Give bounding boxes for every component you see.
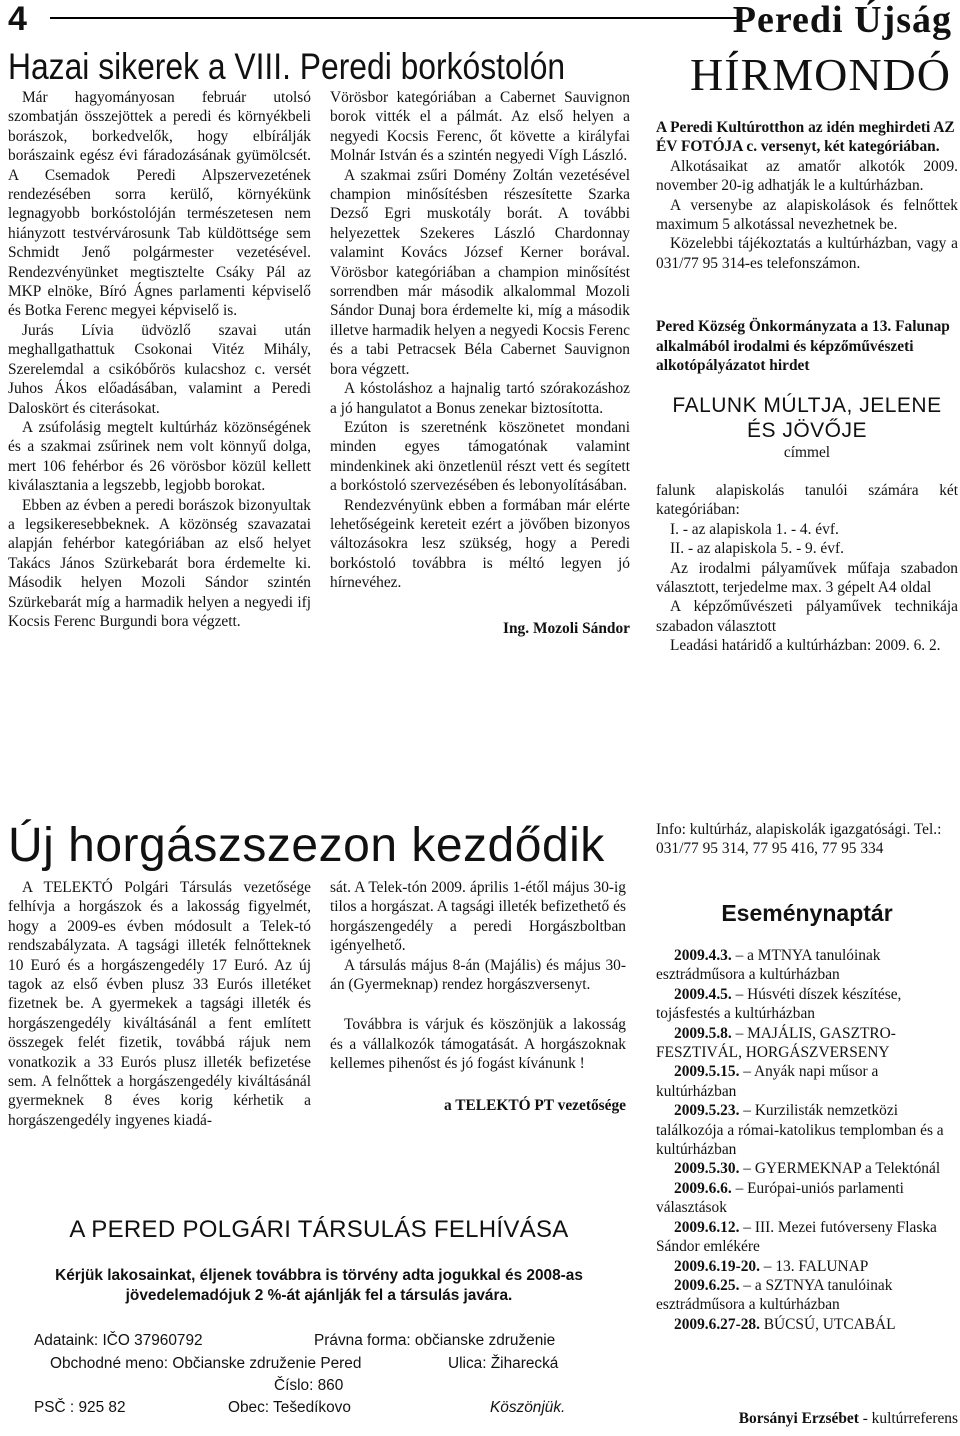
wine-article-signature: Ing. Mozoli Sándor xyxy=(503,619,630,637)
paragraph: A TELEKTÓ Polgári Társulás vezetősége felhívja a horgászok és a lakosság figyelmét, hogy a 2009-es évben módosult a Telek-tó rendszabályzata. A tagsági illeték felnőtteknek 10 Euró és a horgászengedély 17 Euró. Az új tagok az első évben plusz 33 Eurós illetéket fizetnek be. A gyermekek a tagsági illeték és horgászengedély kiváltásánál a fent említett összegek felét fizetik, továbbá rájuk nem vonatkozik a 33 Eurós plusz illeték befizetése sem. A felnőttek a horgászengedély kiváltásánál gyermeknek 8 éves korig kérhetik a horgászengedély ingyenes kiadá- xyxy=(8,879,311,1129)
paragraph: Már hagyományosan február utolsó szombatján összejöttek a peredi és környékbeli borászok, borkedvelők, hogy elbírálják borászaink egész évi fáradozásának gyümölcsét. A Csemadok Peredi Alpszervezetének rendezésében sorra kerülő, környékünk legnagyobb borkóstolóján természetesen nem hiányzott testvérvárosunk Tab küldöttsége sem Schmidt Jenő polgármester vezetésével. Rendezvényünket megtisztelte Csáky Pál az MKP elnöke, Bíró Ágnes parlamenti képviselő és Botka Ferenc megyei képviselő is. xyxy=(8,89,311,320)
event-item xyxy=(656,1276,958,1315)
paragraph: A képzőművészeti pályaművek technikája szabadon választott xyxy=(656,598,958,635)
paragraph: Alkotásaikat az amatőr alkotók 2009. november 20-ig adhatják le a kultúrházban. xyxy=(656,157,958,195)
paragraph: sát. A Telek-tón 2009. április 1-étől május 30-ig tilos a horgászat. A tagsági illeték befizethető és horgászengedély a peredi Horgászboltban igényelhető. xyxy=(330,879,626,955)
category-item: II. - az alapiskola 5. - 9. évf. xyxy=(670,540,844,558)
angler-article-column-2 xyxy=(330,878,626,1115)
paragraph: Ebben az évben a peredi borászok bizonyultak a legsikeresebbeknek. A közönség szavazatai alapján fehérbor kategóriában az első helyet Takács János Szürkebarát bora érdemelte ki. Második helyen Mozoli Sándor szintén Szürkebarát míg a harmadik helyen a negyedi ifj Kocsis Ferenc Burgundi bora végzett. xyxy=(8,496,311,630)
category-item: I. - az alapiskola 1. - 4. évf. xyxy=(670,520,839,538)
event-date: 2009.6.25. xyxy=(674,1276,740,1294)
paragraph: A társulás május 8-án (Majális) és május 30-án (Gyermeknap) rendez horgászversenyt. xyxy=(330,956,626,994)
event-text: – Kurzilisták nemzetközi találkozója a római-katolikus templomban és a kultúrházban xyxy=(656,1102,944,1159)
event-date: 2009.5.23. xyxy=(674,1102,740,1120)
event-text: – Húsvéti díszek készítése, tojásfestés a kultúrházban xyxy=(656,985,902,1023)
event-date: 2009.6.19-20. xyxy=(674,1257,760,1275)
paragraph: Továbbra is várjuk és köszönjük a lakosság és a vállalkozók támogatását. A horgászoknak kellemes pihenőst és jó fogást kívánunk ! xyxy=(330,1016,626,1073)
association-appeal-message: Kérjük lakosainkat, éljenek továbbra is törvény adta jogukkal és 2008-as jövedelemadójuk 2 %-át ajánlják fel a társulás javára. xyxy=(55,1267,583,1304)
events-signature xyxy=(656,1410,958,1428)
event-item xyxy=(656,1024,958,1063)
contest-info: Info: kultúrház, alapiskolák igazgatósági. Tel.: 031/77 95 314, 77 95 416, 77 95 334 xyxy=(656,821,942,858)
paragraph: A kóstoláshoz a hajnalig tartó szórakozáshoz a jó hangulatot a Bonus zenekar biztosította. xyxy=(330,380,630,417)
event-date: 2009.5.15. xyxy=(674,1063,740,1081)
event-text: – 13. FALUNAP xyxy=(759,1257,869,1275)
paragraph: A szakmai zsűri Domény Zoltán vezetésével champion minősítésben részesítette Szarka Dezső Egri muskotály borát. A további helyezettek Szekeres László Chardonnay valamint Kovács József Kerner borával. Vörösbor kategóriában a champion minősítést sorrendben már második alkalommal Mozoli Sándor Dunaj bora érdemelte ki, míg a második illetve harmadik helyen a negyedi Kocsis Ferenc és a tabi Petracsek Béla Cabernet Sauvignon bora végzett. xyxy=(330,166,631,378)
event-item xyxy=(656,1062,958,1101)
event-date: 2009.5.30. xyxy=(674,1160,740,1178)
paragraph: Közelebbi tájékoztatás a kultúrházban, vagy a 031/77 95 314-es telefonszámon. xyxy=(656,235,958,272)
signature-name: Borsányi Erzsébet xyxy=(738,1410,859,1427)
contest-subtitle: címmel xyxy=(783,444,831,462)
deadline-text: Leadási határidő a kultúrházban: 2009. 6. 2. xyxy=(670,637,941,655)
art-contest-announcement: Pered Község Önkormányzata a 13. Falunap alkalmából irodalmi és képzőművészeti alkotópályázatot hirdet xyxy=(656,318,950,375)
wine-article-headline: Hazai sikerek a VIII. Peredi borkóstolón xyxy=(8,46,566,87)
association-house-number: Číslo: 860 xyxy=(274,1377,344,1394)
events-title: Eseménynaptár xyxy=(721,900,893,926)
paragraph: A versenybe az alapiskolások és felnőttek maximum 5 alkotással nevezhetnek be. xyxy=(656,196,958,234)
association-postal-code: PSČ : 925 82 xyxy=(34,1399,126,1416)
event-item xyxy=(656,1159,958,1178)
paragraph: A zsúfolásig megtelt kultúrház közönségének és a szakmai zsűrinek nem volt könnyű dolga, mert 106 fehérbor és 26 vörösbor közül kellett kiválasztania a legszebb, legjobb borokat. xyxy=(8,418,311,495)
paragraph: Az irodalmi pályaművek műfaja szabadon választott, terjedelme max. 3 gépelt A4 oldal xyxy=(656,559,958,596)
event-date: 2009.5.8. xyxy=(674,1024,732,1042)
signature-role: - kultúrreferens xyxy=(858,1410,958,1427)
event-text: – Európai-uniós parlamenti választások xyxy=(656,1179,904,1217)
page-number: 4 xyxy=(8,0,27,38)
event-date: 2009.6.27-28. xyxy=(674,1315,760,1333)
paragraph: Jurás Lívia üdvözlő szavai után meghallgathattuk Csokonai Vitéz Mihály, Szerelemdal a csikóbőrös kulacshoz c. versét Juhos Ákos előadásában, valamint a Peredi Daloskört és citerásokat. xyxy=(8,321,311,417)
event-date: 2009.6.12. xyxy=(674,1218,740,1236)
events-list xyxy=(656,946,958,1334)
paragraph: Rendezvényünk ebben a formában már elérte lehetőségeink kereteit ezért a jövőben bizonyos változásokra lesz szükség, hogy a Peredi borkóstoló továbbra is méltó legyen jó hírnevéhez. xyxy=(330,496,630,592)
event-text: – a MTNYA tanulóinak esztrádműsora a kultúrházban xyxy=(656,947,881,984)
event-date: 2009.6.6. xyxy=(674,1179,732,1197)
event-item xyxy=(656,946,958,985)
association-street: Ulica: Žiharecká xyxy=(448,1355,559,1372)
event-item xyxy=(656,985,958,1024)
header-rule xyxy=(50,17,740,19)
contest-title: FALUNK MÚLTJA, JELENE ÉS JÖVŐJE xyxy=(672,394,942,443)
angler-article-headline: Új horgászszezon kezdődik xyxy=(8,819,605,872)
event-item xyxy=(656,1257,958,1276)
paragraph: falunk alapiskolás tanulói számára két kategóriában: xyxy=(656,481,958,519)
paragraph: Ezúton is szeretnénk köszönetet mondani minden egyes támogatónak valamint mindenkinek aki önzetlenül részt vett és segített a borkóstoló szervezésében és lebonyolításában. xyxy=(330,418,630,495)
event-date: 2009.4.5. xyxy=(674,985,732,1003)
event-item xyxy=(656,1179,958,1218)
event-date: 2009.4.3. xyxy=(674,947,732,964)
association-business-name: Obchodné meno: Občianske združenie Pered xyxy=(50,1355,362,1372)
paragraph: Vörösbor kategóriában a Cabernet Sauvignon borok vitték el a pálmát. Az első helyen a negyedi Kocsis Ferenc, őt követte a királyfai Molnár István és a szintén negyedi Vígh László. xyxy=(330,89,630,165)
newspaper-title: Peredi Újság xyxy=(732,0,952,41)
section-title-hirmondo: HÍRMONDÓ xyxy=(690,49,951,100)
angler-article-signature: a TELEKTÓ PT vezetősége xyxy=(444,1096,626,1114)
hirmondo-column xyxy=(656,118,958,656)
event-item xyxy=(656,1315,958,1334)
event-item xyxy=(656,1218,958,1257)
angler-article-column-1 xyxy=(8,878,311,1130)
association-town: Obec: Tešedíkovo xyxy=(228,1399,351,1416)
photo-contest-announcement: A Peredi Kultúrotthon az idén meghirdeti AZ ÉV FOTÓJA c. versenyt, két kategóriában. xyxy=(656,119,955,156)
wine-article-column-2 xyxy=(330,88,630,638)
association-ico: Adataink: IČO 37960792 xyxy=(34,1332,203,1349)
event-text: – Anyák napi műsor a kultúrházban xyxy=(656,1063,879,1100)
event-item xyxy=(656,1101,958,1159)
association-legal-form: Právna forma: občianske združenie xyxy=(314,1332,556,1349)
wine-article-column-1 xyxy=(8,88,311,631)
association-appeal-title: A PERED POLGÁRI TÁRSULÁS FELHÍVÁSA xyxy=(69,1216,569,1243)
event-text: – a SZTNYA tanulóinak esztrádműsora a kultúrházban xyxy=(656,1276,893,1314)
association-thanks: Köszönjük. xyxy=(490,1399,566,1416)
event-text: BÚCSÚ, UTCABÁL xyxy=(759,1315,896,1333)
event-text: – III. Mezei futóverseny Flaska Sándor emlékére xyxy=(656,1218,937,1256)
event-text: – MAJÁLIS, GASZTRO-FESZTIVÁL, HORGÁSZVERSENY xyxy=(656,1024,896,1062)
event-text: – GYERMEKNAP a Telektónál xyxy=(739,1160,941,1178)
